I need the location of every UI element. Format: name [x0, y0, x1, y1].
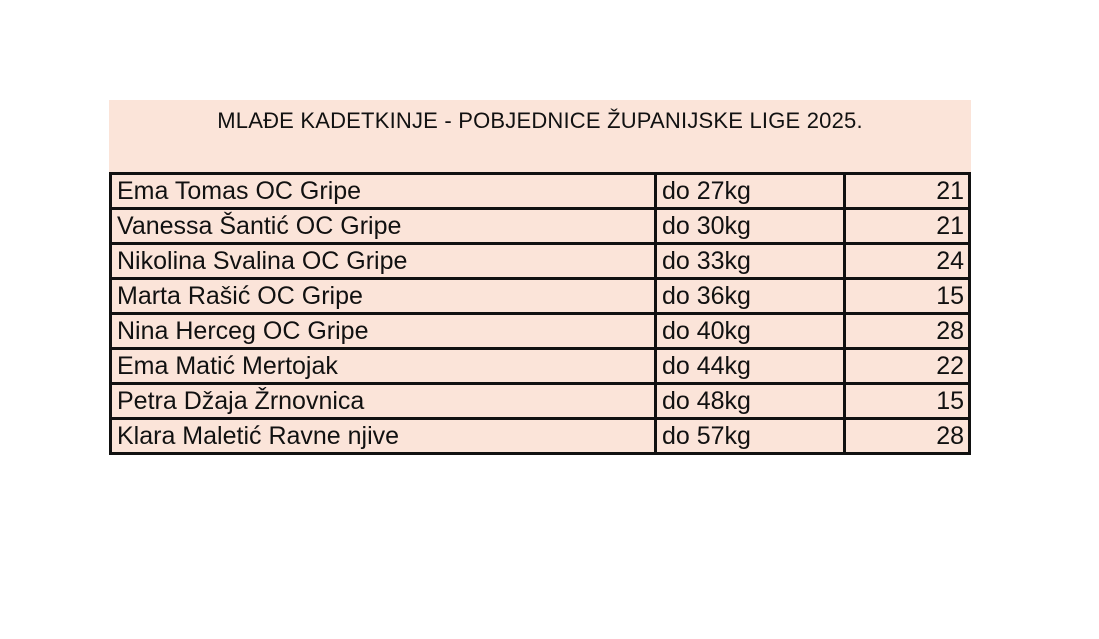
results-table: [109, 172, 971, 455]
athlete-name-cell: Vanessa Šantić OC Gripe: [111, 209, 656, 244]
weight-category-cell: do 30kg: [656, 209, 845, 244]
table-row: [111, 384, 970, 419]
value-cell: 24: [845, 244, 970, 279]
value-cell: 15: [845, 384, 970, 419]
table-row: [111, 209, 970, 244]
table-row: [111, 279, 970, 314]
athlete-name-cell: Petra Džaja Žrnovnica: [111, 384, 656, 419]
table-row: [111, 174, 970, 209]
athlete-name-cell: Nina Herceg OC Gripe: [111, 314, 656, 349]
weight-category-cell: do 57kg: [656, 419, 845, 454]
value-cell: 28: [845, 419, 970, 454]
athlete-name-cell: Marta Rašić OC Gripe: [111, 279, 656, 314]
table-row: [111, 314, 970, 349]
athlete-name-cell: Klara Maletić Ravne njive: [111, 419, 656, 454]
athlete-name-cell: Ema Tomas OC Gripe: [111, 174, 656, 209]
athlete-name-cell: Nikolina Svalina OC Gripe: [111, 244, 656, 279]
value-cell: 15: [845, 279, 970, 314]
weight-category-cell: do 44kg: [656, 349, 845, 384]
value-cell: 28: [845, 314, 970, 349]
weight-category-cell: do 36kg: [656, 279, 845, 314]
table-row: [111, 349, 970, 384]
weight-category-cell: do 27kg: [656, 174, 845, 209]
table-row: [111, 244, 970, 279]
table-row: [111, 419, 970, 454]
weight-category-cell: do 33kg: [656, 244, 845, 279]
title-band: [109, 100, 971, 172]
value-cell: 21: [845, 209, 970, 244]
sheet-title: MLAĐE KADETKINJE - POBJEDNICE ŽUPANIJSKE LIGE 2025.: [217, 108, 863, 133]
weight-category-cell: do 48kg: [656, 384, 845, 419]
weight-category-cell: do 40kg: [656, 314, 845, 349]
athlete-name-cell: Ema Matić Mertojak: [111, 349, 656, 384]
value-cell: 22: [845, 349, 970, 384]
results-sheet: [109, 100, 971, 455]
value-cell: 21: [845, 174, 970, 209]
